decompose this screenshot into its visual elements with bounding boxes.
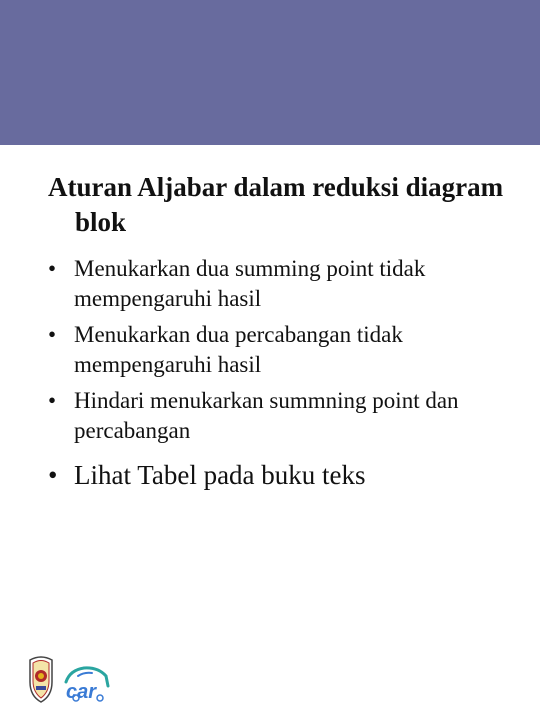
main-bullet-list (48, 458, 518, 492)
sub-bullet-list (48, 254, 518, 446)
footer-logos (26, 652, 116, 707)
list-item (48, 254, 518, 314)
bullet-glyph: • (48, 322, 57, 347)
header-band (0, 0, 540, 145)
list-item-text: Menukarkan dua summing point tidak mempengaruhi hasil (74, 256, 426, 311)
bullet-glyph: • (48, 256, 57, 281)
list-item-text: Menukarkan dua percabangan tidak mempengaruhi hasil (74, 322, 403, 377)
slide-content (48, 170, 518, 492)
bullet-glyph: • (48, 388, 57, 413)
list-item (48, 320, 518, 380)
list-item-text: Lihat Tabel pada buku teks (74, 460, 366, 490)
bullet-glyph: • (48, 460, 58, 490)
university-seal-icon (30, 657, 52, 702)
list-item (48, 458, 518, 492)
slide-heading: Aturan Aljabar dalam reduksi diagram blok (48, 172, 504, 237)
logos-svg (26, 652, 116, 707)
list-item-text: Hindari menukarkan summning point dan percabangan (74, 388, 459, 443)
car-logo-text: car (66, 681, 97, 703)
car-logo-icon (66, 668, 108, 703)
list-item (48, 386, 518, 446)
